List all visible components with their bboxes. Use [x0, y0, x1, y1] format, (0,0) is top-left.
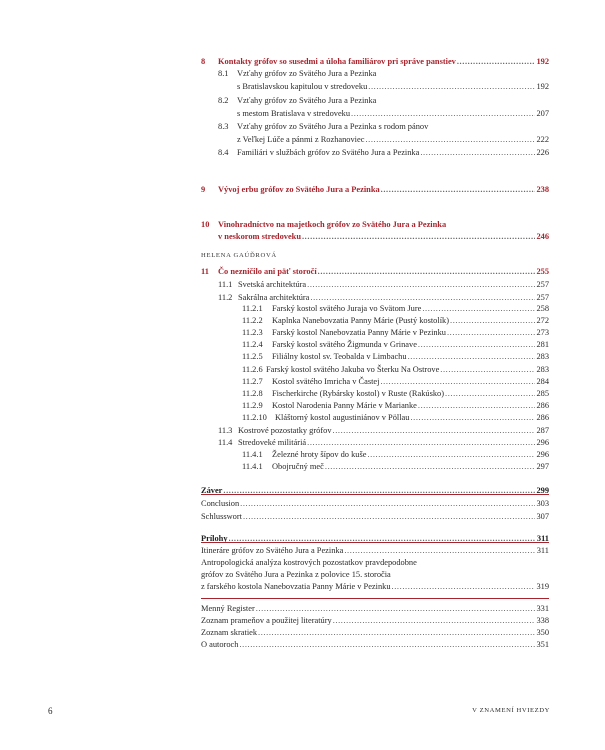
toc-entry-page: 351	[536, 640, 549, 649]
toc-leader-dots	[239, 639, 535, 650]
toc-entry-e11-2-6[interactable]	[242, 364, 549, 375]
divider-prilohy	[201, 542, 549, 543]
running-title: V ZNAMENÍ HVIEZDY	[472, 707, 550, 714]
toc-entry-title: s mestom Bratislava v stredoveku	[237, 109, 351, 118]
toc-entry-page: 246	[536, 232, 549, 241]
toc-leader-dots	[333, 615, 536, 626]
toc-entry-e11-2-10[interactable]	[242, 412, 549, 423]
toc-entry-e11-2-8[interactable]	[242, 388, 549, 399]
toc-entry-e10b[interactable]	[201, 231, 549, 242]
toc-leader-dots	[307, 437, 535, 448]
toc-entry-title: Menný Register	[201, 604, 255, 613]
toc-leader-dots	[365, 134, 535, 145]
chapter-author: HELENA GAÚĎROVÁ	[201, 252, 277, 259]
toc-leader-dots	[420, 147, 535, 158]
toc-entry-title: Vinohradníctvo na majetkoch grófov zo Svätého Jura a Pezinka	[218, 220, 447, 229]
toc-entry-page: 296	[536, 438, 549, 447]
toc-entry-page: 311	[536, 546, 549, 555]
toc-entry-page: 299	[536, 486, 549, 495]
toc-entry-title: Kostol svätého Imricha v Častej	[272, 377, 380, 386]
toc-leader-dots	[368, 81, 535, 92]
toc-entry-title: Kláštorný kostol augustiniánov v Pöllau	[275, 413, 410, 422]
toc-entry-title: s Bratislavskou kapitulou v stredoveku	[237, 82, 368, 91]
toc-entry-title: Zoznam prameňov a použitej literatúry	[201, 616, 332, 625]
toc-leader-dots	[351, 108, 535, 119]
toc-leader-dots	[325, 461, 536, 472]
toc-entry-page: 258	[536, 304, 549, 313]
toc-entry-title: Antropologická analýza kostrových pozostatkov pravdepodobne	[201, 558, 417, 567]
page-number: 6	[48, 706, 53, 716]
divider-register	[201, 598, 549, 599]
toc-entry-number: 8.1	[218, 69, 229, 78]
toc-entry-page: 207	[536, 109, 549, 118]
toc-entry-title: Kostrové pozostatky grófov	[238, 426, 332, 435]
toc-entry-e8-2a[interactable]	[218, 95, 549, 106]
toc-entry-page: 273	[536, 328, 549, 337]
toc-entry-title: Vzťahy grófov zo Svätého Jura a Pezinka	[237, 96, 377, 105]
toc-entry-e8[interactable]	[201, 56, 549, 67]
toc-entry-title: Fischerkirche (Rybársky kostol) v Ruste (Rakúsko)	[272, 389, 445, 398]
toc-entry-e11-2-4[interactable]	[242, 339, 549, 350]
toc-leader-dots	[258, 627, 535, 638]
toc-entry-number: 11.2.1	[242, 304, 263, 313]
toc-entry-page: 286	[536, 401, 549, 410]
toc-entry-e11-2-2[interactable]	[242, 315, 549, 326]
toc-entry-page: 238	[536, 185, 549, 194]
toc-entry-title: Vývoj erbu grófov zo Svätého Jura a Pezinka	[218, 185, 380, 194]
toc-entry-conclusion[interactable]	[201, 498, 549, 509]
toc-entry-e11-2-9[interactable]	[242, 400, 549, 411]
toc-entry-title: Familiári v službách grófov zo Svätého Jura a Pezinka	[237, 148, 420, 157]
toc-entry-title: Farský kostol svätého Jakuba vo Šterku Na Ostrove	[266, 365, 440, 374]
toc-entry-antro-b[interactable]	[201, 569, 549, 580]
toc-entry-title: Prílohy	[201, 534, 228, 543]
toc-entry-e10a[interactable]	[201, 219, 549, 230]
toc-entry-skratiek[interactable]	[201, 627, 549, 638]
toc-leader-dots	[243, 511, 535, 522]
toc-entry-page: 285	[536, 389, 549, 398]
toc-entry-number: 11.2.9	[242, 401, 263, 410]
toc-entry-page: 338	[536, 616, 549, 625]
toc-leader-dots	[392, 581, 536, 592]
toc-entry-number: 11.1	[218, 280, 233, 289]
toc-entry-title: Farský kostol svätého Juraja vo Svätom Jure	[272, 304, 422, 313]
toc-entry-number: 11.2.8	[242, 389, 263, 398]
toc-entry-title: Záver	[201, 486, 223, 495]
toc-entry-antro-c[interactable]	[201, 581, 549, 592]
toc-entry-page: 283	[536, 352, 549, 361]
toc-entry-title: Schlusswort	[201, 512, 242, 521]
toc-leader-dots	[418, 400, 536, 411]
toc-entry-number: 9	[201, 185, 206, 194]
toc-leader-dots	[447, 327, 535, 338]
toc-entry-number: 11.2.10	[242, 413, 267, 422]
toc-leader-dots	[380, 376, 535, 387]
toc-entry-title: Kontakty grófov so susedmi a úloha familiárov pri správe panstiev	[218, 57, 456, 66]
toc-entry-e11-2-1[interactable]	[242, 303, 549, 314]
toc-entry-e8-4[interactable]	[218, 147, 549, 158]
toc-leader-dots	[367, 449, 535, 460]
toc-entry-e8-1a[interactable]	[218, 68, 549, 79]
toc-entry-title: Conclusion	[201, 499, 240, 508]
toc-entry-title: grófov zo Svätého Jura a Pezinka z polovice 15. storočia	[201, 570, 391, 579]
toc-leader-dots	[450, 315, 535, 326]
toc-entry-page: 226	[536, 148, 549, 157]
toc-entry-title: Čo nezničilo ani päť storočí	[218, 267, 317, 276]
toc-entry-title: Vzťahy grófov zo Svätého Jura a Pezinka s rodom pánov	[237, 122, 429, 131]
toc-entry-e8-3a[interactable]	[218, 121, 549, 132]
toc-entry-title: Sakrálna architektúra	[238, 293, 310, 302]
toc-entry-number: 11.4	[218, 438, 233, 447]
toc-entry-title: Itineráre grófov zo Svätého Jura a Pezinka	[201, 546, 344, 555]
toc-entry-autori[interactable]	[201, 639, 549, 650]
toc-leader-dots	[445, 388, 535, 399]
toc-entry-number: 10	[201, 220, 210, 229]
toc-entry-e11[interactable]	[201, 266, 549, 277]
toc-leader-dots	[333, 425, 536, 436]
toc-entry-title: Stredoveké militáriá	[238, 438, 307, 447]
toc-entry-itinerare[interactable]	[201, 545, 549, 556]
toc-entry-title: z Veľkej Lúče a pánmi z Rozhanoviec	[237, 135, 365, 144]
toc-entry-page: 255	[536, 267, 549, 276]
toc-entry-title: Vzťahy grófov zo Svätého Jura a Pezinka	[237, 69, 377, 78]
toc-leader-dots	[310, 292, 535, 303]
toc-entry-page: 192	[536, 82, 549, 91]
toc-leader-dots	[256, 603, 536, 614]
toc-entry-page: 319	[536, 582, 549, 591]
toc-leader-dots	[457, 56, 536, 67]
toc-entry-page: 222	[536, 135, 549, 144]
toc-entry-page: 257	[536, 280, 549, 289]
toc-entry-title: Filiálny kostol sv. Teobalda v Limbachu	[272, 352, 407, 361]
toc-entry-title: z farského kostola Nanebovzatia Panny Márie v Pezinku	[201, 582, 391, 591]
toc-entry-e8-3b[interactable]	[218, 134, 549, 145]
toc-entry-schluss[interactable]	[201, 511, 549, 522]
toc-entry-page: 311	[536, 534, 549, 543]
toc-entry-page: 257	[536, 293, 549, 302]
toc-leader-dots	[302, 231, 535, 242]
toc-entry-number: 11.2.7	[242, 377, 263, 386]
toc-entry-e11-4-1b[interactable]	[242, 461, 549, 472]
toc-leader-dots	[410, 412, 535, 423]
toc-entry-e11-4[interactable]	[218, 437, 549, 448]
toc-entry-page: 350	[536, 628, 549, 637]
toc-entry-title: Zoznam skratiek	[201, 628, 258, 637]
toc-entry-page: 296	[536, 450, 549, 459]
toc-entry-number: 8.4	[218, 148, 229, 157]
toc-entry-page: 284	[536, 377, 549, 386]
toc-entry-e9[interactable]	[201, 184, 549, 195]
toc-entry-number: 11.3	[218, 426, 233, 435]
toc-entry-page: 192	[536, 57, 549, 66]
toc-entry-number: 8.3	[218, 122, 229, 131]
toc-entry-e11-2[interactable]	[218, 292, 549, 303]
toc-leader-dots	[440, 364, 535, 375]
toc-entry-title: Kostol Narodenia Panny Márie v Marianke	[272, 401, 417, 410]
toc-entry-number: 11.4.1	[242, 450, 263, 459]
toc-leader-dots	[422, 303, 535, 314]
toc-entry-register[interactable]	[201, 603, 549, 614]
toc-entry-number: 11.2.5	[242, 352, 263, 361]
toc-entry-page: 307	[536, 512, 549, 521]
toc-entry-number: 11.2.4	[242, 340, 263, 349]
toc-entry-page: 287	[536, 426, 549, 435]
toc-entry-page: 281	[536, 340, 549, 349]
toc-entry-e11-4-1a[interactable]	[242, 449, 549, 460]
toc-entry-title: Farský kostol svätého Žigmunda v Grinave	[272, 340, 417, 349]
toc-entry-e11-1[interactable]	[218, 279, 549, 290]
toc-entry-title: Kaplnka Nanebovzatia Panny Márie (Pustý kostolík)	[272, 316, 449, 325]
toc-entry-antro-a[interactable]	[201, 557, 549, 568]
toc-entry-e8-2b[interactable]	[218, 108, 549, 119]
toc-leader-dots	[344, 545, 535, 556]
toc-entry-title: v neskorom stredoveku	[218, 232, 301, 241]
divider-zaver	[201, 494, 549, 495]
toc-leader-dots	[318, 266, 536, 277]
toc-leader-dots	[240, 498, 535, 509]
toc-entry-e8-1b[interactable]	[218, 81, 549, 92]
toc-entry-page: 297	[536, 462, 549, 471]
toc-leader-dots	[408, 351, 536, 362]
toc-leader-dots	[418, 339, 536, 350]
toc-entry-number: 8	[201, 57, 206, 66]
toc-entry-title: Obojručný meč	[272, 462, 324, 471]
toc-entry-e11-2-7[interactable]	[242, 376, 549, 387]
toc-entry-title: O autoroch	[201, 640, 239, 649]
toc-entry-title: Farský kostol Nanebovzatia Panny Márie v Pezinku	[272, 328, 446, 337]
toc-entry-title: Železné hroty šípov do kuše	[272, 450, 367, 459]
toc-leader-dots	[381, 184, 536, 195]
toc-entry-number: 11.4.1	[242, 462, 263, 471]
toc-entry-number: 11.2.2	[242, 316, 263, 325]
toc-entry-number: 11.2.6	[242, 365, 263, 374]
toc-entry-e11-3[interactable]	[218, 425, 549, 436]
toc-entry-title: Svetská architektúra	[238, 280, 307, 289]
toc-entry-page: 303	[536, 499, 549, 508]
toc-leader-dots	[307, 279, 535, 290]
toc-entry-page: 331	[536, 604, 549, 613]
toc-entry-page: 286	[536, 413, 549, 422]
toc-entry-page: 272	[536, 316, 549, 325]
toc-entry-e11-2-5[interactable]	[242, 351, 549, 362]
toc-entry-page: 283	[536, 365, 549, 374]
toc-entry-number: 11	[201, 267, 209, 276]
toc-entry-number: 11.2.3	[242, 328, 263, 337]
toc-entry-e11-2-3[interactable]	[242, 327, 549, 338]
toc-entry-pramene[interactable]	[201, 615, 549, 626]
toc-entry-number: 8.2	[218, 96, 229, 105]
toc-entry-number: 11.2	[218, 293, 233, 302]
